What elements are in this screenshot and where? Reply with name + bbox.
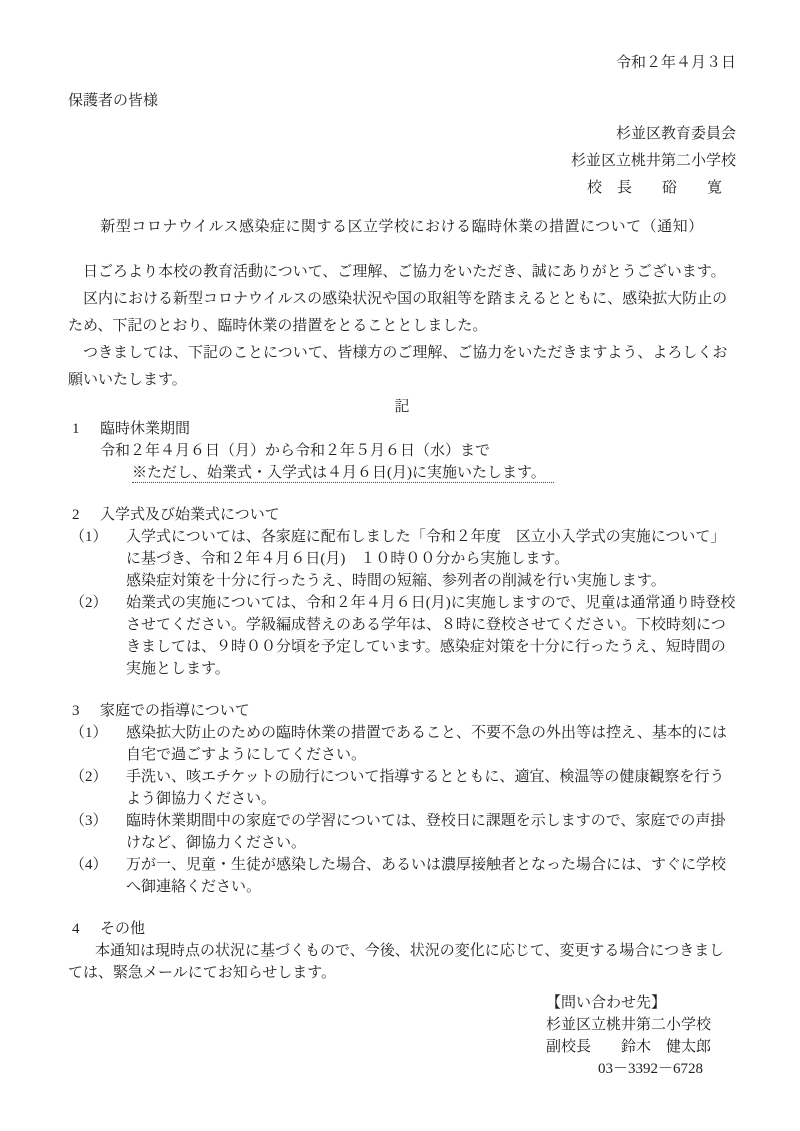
closure-note-line bbox=[68, 462, 736, 484]
section-3-item-2-body bbox=[126, 766, 736, 810]
section-2-number: 2 bbox=[72, 507, 80, 523]
section-3-item-2-label: （2） bbox=[70, 769, 108, 785]
section-3-item-2-paragraph-1: 手洗い、咳エチケットの励行について指導するとともに、適宜、検温等の健康観察を行うよう御協力ください。 bbox=[126, 769, 725, 807]
section-3-item-4-label: （4） bbox=[70, 857, 108, 873]
section-3-heading bbox=[68, 700, 736, 722]
section-2-heading bbox=[68, 504, 736, 526]
section-2-item-1-body bbox=[126, 526, 736, 592]
section-1-title: 臨時休業期間 bbox=[100, 421, 191, 437]
section-2-item-1-paragraph-1: 入学式については、各家庭に配布しました「令和２年度 区立小入学式の実施について」に基づき、令和２年４月６日(月) １０時００分から実施します。 bbox=[126, 529, 726, 567]
document-date: 令和２年４月３日 bbox=[615, 55, 736, 71]
contact-school: 杉並区立桃井第二小学校 bbox=[546, 1017, 712, 1033]
section-1-heading bbox=[68, 418, 736, 440]
section-3-item-3-body bbox=[126, 810, 736, 854]
closure-period-text: 令和２年４月６日（月）から令和２年５月６日（水）まで bbox=[100, 443, 491, 459]
section-3-item-4-body bbox=[126, 854, 736, 898]
section-4-body: 本通知は現時点の状況に基づくもので、今後、状況の変化に応じて、変更する場合につきましては、緊急メールにてお知らせします。 bbox=[68, 943, 725, 981]
recipient-line: 保護者の皆様 bbox=[68, 93, 159, 109]
section-4-heading bbox=[68, 918, 736, 940]
greeting-paragraph-1: 日ごろより本校の教育活動について、ご理解、ご協力をいただき、誠にありがとうございます。 bbox=[68, 264, 726, 280]
contact-header: 【問い合わせ先】 bbox=[546, 995, 667, 1011]
section-3-item-4 bbox=[68, 854, 736, 898]
section-3-item-4-paragraph-1: 万が一、児童・生徒が感染した場合、あるいは濃厚接触者となった場合には、すぐに学校へ御連絡ください。 bbox=[126, 857, 727, 895]
section-2-item-1-paragraph-2: 感染症対策を十分に行ったうえ、時間の短縮、参列者の削減を行い実施します。 bbox=[126, 573, 666, 589]
section-2-item-1 bbox=[68, 526, 736, 592]
section-3-item-1-body bbox=[126, 722, 736, 766]
greeting-paragraph-2: 区内における新型コロナウイルスの感染状況や国の取組等を踏まえるとともに、感染拡大防止のため、下記のとおり、臨時休業の措置をとることとしました。 bbox=[68, 291, 728, 334]
sender-block bbox=[68, 121, 736, 202]
section-4-title: その他 bbox=[100, 921, 146, 937]
section-4-number: 4 bbox=[72, 921, 80, 937]
section-other bbox=[68, 918, 736, 984]
section-3-number: 3 bbox=[72, 703, 80, 719]
sender-principal: 校 長 硲 寛 bbox=[586, 180, 722, 196]
section-3-item-1-paragraph-1: 感染拡大防止のための臨時休業の措置であること、不要不急の外出等は控え、基本的には自宅で過ごすようにしてください。 bbox=[126, 725, 727, 763]
record-marker: 記 bbox=[394, 399, 410, 415]
section-ceremonies bbox=[68, 504, 736, 680]
section-3-item-1 bbox=[68, 722, 736, 766]
section-3-item-3-paragraph-1: 臨時休業期間中の家庭での学習については、登校日に課題を示しますので、家庭での声掛けなど、御協力ください。 bbox=[126, 813, 726, 851]
section-home-guidance bbox=[68, 700, 736, 898]
section-2-item-2 bbox=[68, 592, 736, 680]
contact-block bbox=[546, 992, 736, 1080]
closure-note-underlined-text: ※ただし、始業式・入学式は４月６日(月)に実施いたします。 bbox=[132, 465, 554, 483]
sender-organization: 杉並区教育委員会 bbox=[615, 126, 736, 142]
section-3-title: 家庭での指導について bbox=[100, 703, 250, 719]
section-1-number: 1 bbox=[72, 421, 80, 437]
contact-person: 副校長 鈴木 健太郎 bbox=[546, 1039, 712, 1055]
section-2-title: 入学式及び始業式について bbox=[100, 507, 280, 523]
greeting-paragraph-3: つきましては、下記のことについて、皆様方のご理解、ご協力をいただきますよう、よろしくお願いいたします。 bbox=[68, 345, 728, 388]
section-2-item-1-label: （1） bbox=[70, 529, 108, 545]
section-2-item-2-paragraph-1: 始業式の実施については、令和２年４月６日(月)に実施しますので、児童は通常通り時登校させてください。学級編成替えのある学年は、８時に登校させてください。下校時刻につきましては、９時００分頃を予定しています。感染症対策を十分に行ったうえ、短時間の実施とします。 bbox=[126, 595, 736, 677]
document-title: 新型コロナウイルス感染症に関する区立学校における臨時休業の措置について（通知） bbox=[100, 219, 704, 235]
sender-school: 杉並区立桃井第二小学校 bbox=[570, 153, 736, 169]
section-3-item-1-label: （1） bbox=[70, 725, 108, 741]
section-3-item-2 bbox=[68, 766, 736, 810]
section-2-item-2-body bbox=[126, 592, 736, 680]
greeting-paragraphs bbox=[68, 259, 736, 394]
section-3-item-3 bbox=[68, 810, 736, 854]
section-3-item-3-label: （3） bbox=[70, 813, 108, 829]
section-2-item-2-label: （2） bbox=[70, 595, 108, 611]
section-closure-period bbox=[68, 418, 736, 484]
contact-phone: 03－3392－6728 bbox=[598, 1061, 704, 1077]
